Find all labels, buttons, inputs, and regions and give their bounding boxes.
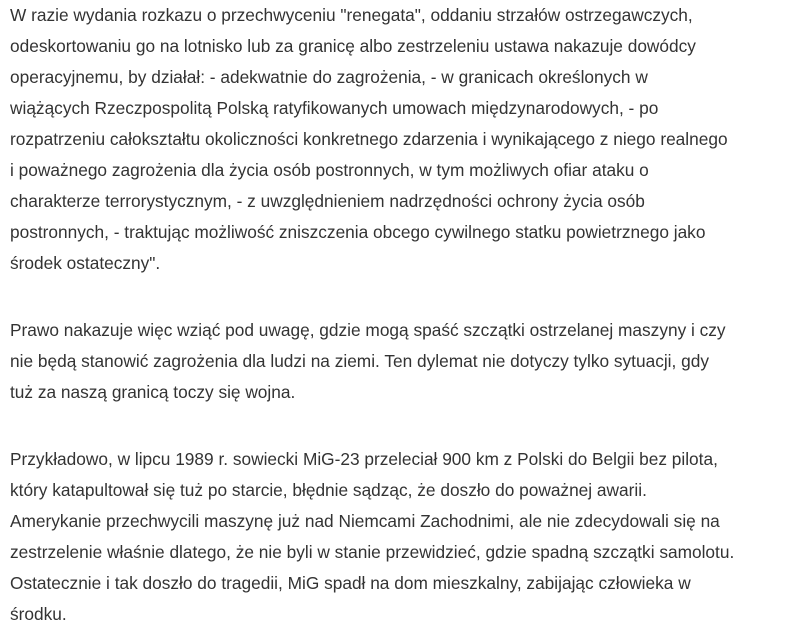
paragraph-line: charakterze terrorystycznym, - z uwzględnieniem nadrzędności ochrony życia osób (10, 191, 645, 211)
paragraph-line: wiążących Rzeczpospolitą Polską ratyfikowanych umowach międzynarodowych, - po (10, 98, 659, 118)
paragraph-line: Ostatecznie i tak doszło do tragedii, MiG spadł na dom mieszkalny, zabijając człowieka w (10, 573, 691, 593)
paragraph-line: W razie wydania rozkazu o przechwyceniu "renegata", oddaniu strzałów ostrzegawczych, (10, 5, 693, 25)
paragraph-line: i poważnego zagrożenia dla życia osób postronnych, w tym możliwych ofiar ataku o (10, 160, 649, 180)
paragraph-line: zestrzelenie właśnie dlatego, że nie byli w stanie przewidzieć, gdzie spadną szczątki samolotu. (10, 542, 735, 562)
paragraph-line: środku. (10, 604, 67, 624)
paragraph-line: środek ostateczny". (10, 253, 161, 273)
article-paragraph (10, 0, 807, 279)
paragraph-line: Amerykanie przechwycili maszynę już nad Niemcami Zachodnimi, ale nie zdecydowali się na (10, 511, 720, 531)
paragraph-line: który katapultował się tuż po starcie, błędnie sądząc, że doszło do poważnej awarii. (10, 480, 647, 500)
paragraph-line: rozpatrzeniu całokształtu okoliczności konkretnego zdarzenia i wynikającego z niego realnego (10, 129, 728, 149)
paragraph-line: Przykładowo, w lipcu 1989 r. sowiecki MiG-23 przeleciał 900 km z Polski do Belgii bez pilota, (10, 449, 718, 469)
paragraph-line: Prawo nakazuje więc wziąć pod uwagę, gdzie mogą spaść szczątki ostrzelanej maszyny i czy (10, 320, 726, 340)
paragraph-line: postronnych, - traktując możliwość zniszczenia obcego cywilnego statku powietrznego jako (10, 222, 706, 242)
paragraph-line: nie będą stanowić zagrożenia dla ludzi na ziemi. Ten dylemat nie dotyczy tylko sytuacji, gdy (10, 351, 709, 371)
paragraph-line: odeskortowaniu go na lotnisko lub za granicę albo zestrzeleniu ustawa nakazuje dowódcy (10, 36, 696, 56)
paragraph-line: tuż za naszą granicą toczy się wojna. (10, 382, 296, 402)
article-paragraph (10, 315, 807, 408)
article-paragraph (10, 444, 807, 630)
paragraph-line: operacyjnemu, by działał: - adekwatnie do zagrożenia, - w granicach określonych w (10, 67, 648, 87)
